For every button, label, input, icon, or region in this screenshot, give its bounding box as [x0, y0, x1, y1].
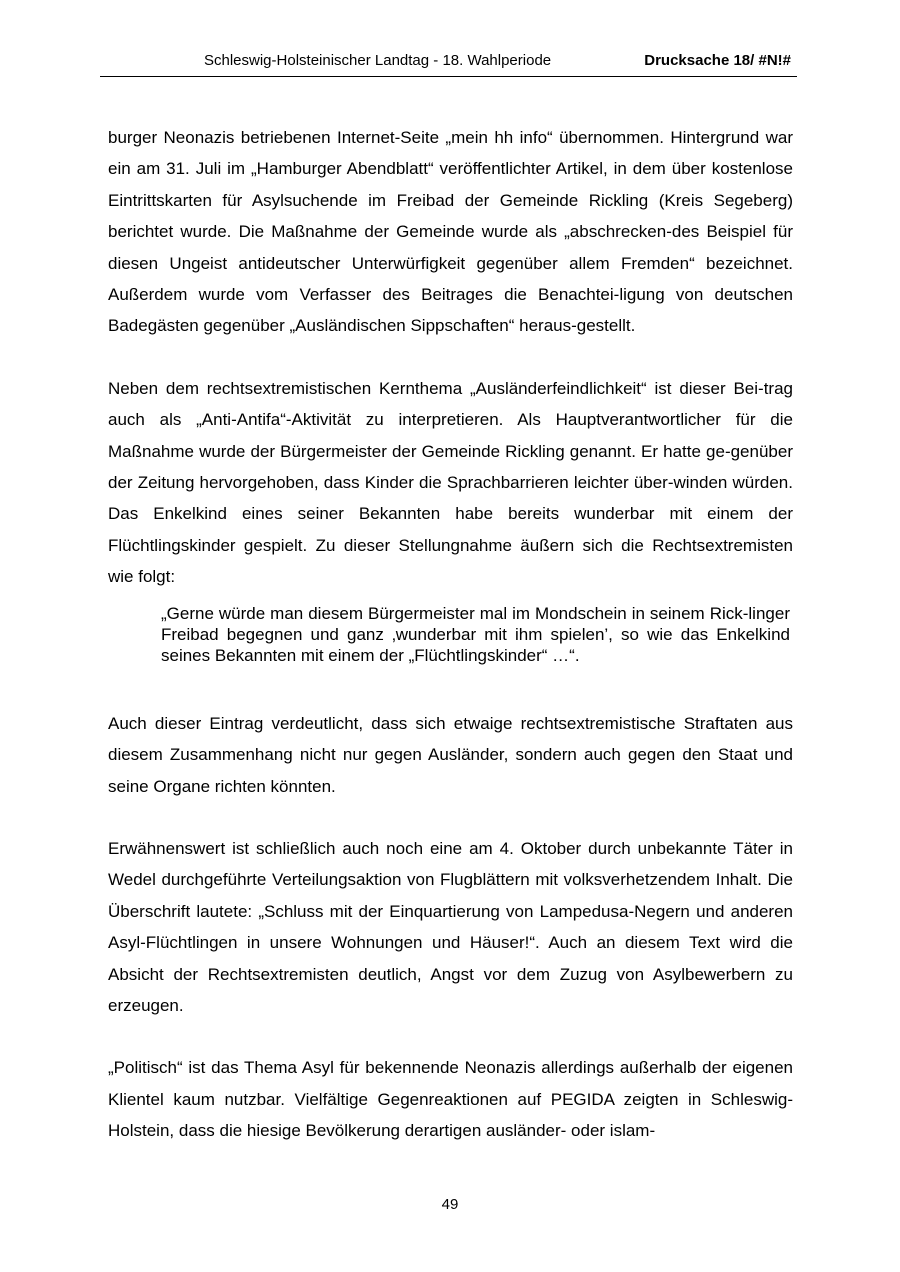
page-number: 49 [441, 1196, 459, 1213]
paragraph-4: Erwähnenswert ist schließlich auch noch eine am 4. Oktober durch unbekannte Täter in Wedel durchgeführte Verteilungsaktion von Flugblättern mit volksverhetzendem Inhalt. Die Überschrift lautete: „Schluss mit der Einquartierung von Lampedusa-Negern und anderen Asyl-Flüchtlingen in unsere Wohnungen und Häuser!“. Auch an diesem Text wird die Absicht der Rechtsextremisten deutlich, Angst vor dem Zuzug von Asylbewerbern zu erzeugen. [108, 838, 793, 1015]
paragraph-2: Neben dem rechtsextremistischen Kernthema „Ausländerfeindlichkeit“ ist dieser Bei-trag auch als „Anti-Antifa“-Aktivität zu interpretieren. Als Hauptverantwortlicher für die Maßnahme wurde der Bürgermeister der Gemeinde Rickling genannt. Er hatte ge-genüber der Zeitung hervorgehoben, dass Kinder die Sprachbarrieren leichter über-winden würden. Das Enkelkind eines seiner Bekannten habe bereits wunderbar mit einem der Flüchtlingskinder gespielt. Zu dieser Stellungnahme äußern sich die Rechtsextremisten wie folgt: [108, 378, 793, 587]
paragraph-5: „Politisch“ ist das Thema Asyl für bekennende Neonazis allerdings außerhalb der eigenen Klientel kaum nutzbar. Vielfältige Gegenreaktionen auf PEGIDA zeigten in Schleswig-Holstein, dass die hiesige Bevölkerung derartigen ausländer- oder islam- [108, 1058, 793, 1141]
header-divider [100, 76, 797, 77]
document-body [108, 122, 793, 1147]
header-document-reference: Drucksache 18/ #N!# [644, 52, 791, 69]
page-header [100, 52, 797, 74]
paragraph-1: burger Neonazis betriebenen Internet-Seite „mein hh info“ übernommen. Hintergrund war ein am 31. Juli im „Hamburger Abendblatt“ veröffentlichter Artikel, in dem über kostenlose Eintrittskarten für Asylsuchende im Freibad der Gemeinde Rickling (Kreis Segeberg) berichtet wurde. Die Maßnahme der Gemeinde wurde als „abschrecken-des Beispiel für diesen Ungeist antideutscher Unterwürfigkeit gegenüber allem Fremden“ bezeichnet. Außerdem wurde vom Verfasser des Beitrages die Benachtei-ligung von deutschen Badegästen gegenüber „Ausländischen Sippschaften“ heraus-gestellt. [108, 128, 793, 336]
paragraph-3: Auch dieser Eintrag verdeutlicht, dass sich etwaige rechtsextremistische Straftaten aus diesem Zusammenhang nicht nur gegen Ausländer, sondern auch gegen den Staat und seine Organe richten könnten. [108, 713, 793, 796]
block-quote: „Gerne würde man diesem Bürgermeister mal im Mondschein in seinem Rick-linger Freibad begegnen und ganz ‚wunderbar mit ihm spielen’, so wie das Enkelkind seines Bekannten mit einem der „Flüchtlingskinder“ …“. [161, 603, 790, 665]
header-title: Schleswig-Holsteinischer Landtag - 18. Wahlperiode [204, 52, 552, 69]
